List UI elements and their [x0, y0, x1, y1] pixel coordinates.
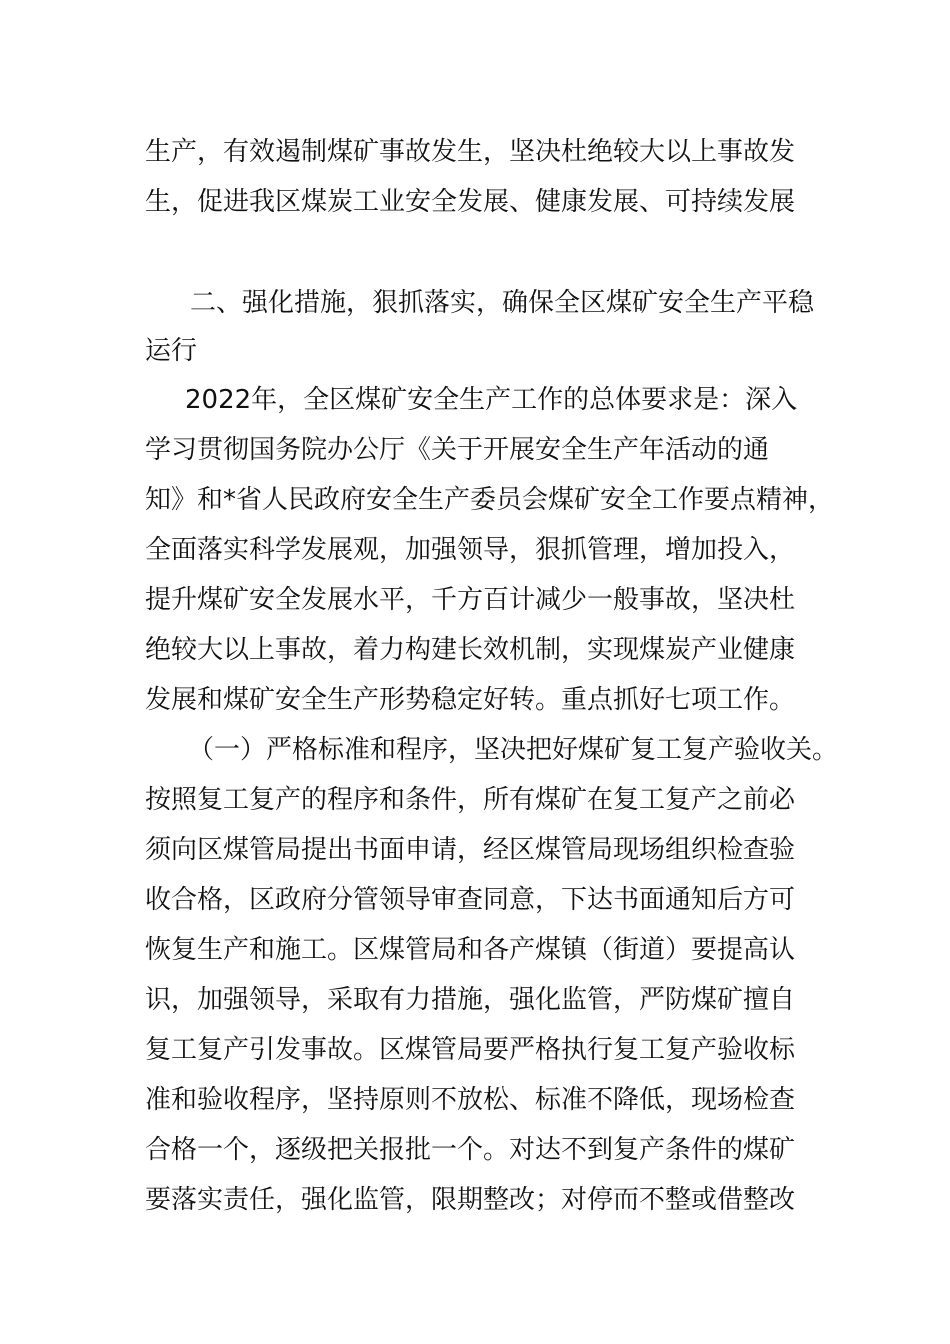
section-heading: 二、强化措施，狠抓落实，确保全区煤矿安全生产平稳: [190, 288, 815, 318]
paragraph-line: 生，促进我区煤炭工业安全发展、健康发展、可持续发展: [145, 187, 796, 217]
paragraph-line: 复工复产引发事故。区煤管局要严格执行复工复产验收标: [145, 1035, 796, 1065]
paragraph-line: 合格一个，逐级把关报批一个。对达不到复产条件的煤矿: [145, 1135, 796, 1165]
paragraph-line: 要落实责任，强化监管，限期整改；对停而不整或借整改: [145, 1185, 796, 1215]
paragraph-line: 知》和*省人民政府安全生产委员会煤矿安全工作要点精神，: [145, 485, 835, 515]
paragraph-line: 学习贯彻国务院办公厅《关于开展安全生产年活动的通: [145, 435, 770, 465]
paragraph-line: 2022年，全区煤矿安全生产工作的总体要求是：深入: [185, 385, 798, 415]
paragraph-line: 发展和煤矿安全生产形势稳定好转。重点抓好七项工作。: [145, 685, 796, 715]
paragraph-line: 全面落实科学发展观，加强领导，狠抓管理，增加投入，: [145, 535, 796, 565]
paragraph-line: 收合格，区政府分管领导审查同意，下达书面通知后方可: [145, 885, 796, 915]
section-heading-continued: 运行: [145, 336, 198, 366]
paragraph-line: 按照复工复产的程序和条件，所有煤矿在复工复产之前必: [145, 785, 796, 815]
paragraph-line: 准和验收程序，坚持原则不放松、标准不降低，现场检查: [145, 1085, 796, 1115]
paragraph-line: 须向区煤管局提出书面申请，经区煤管局现场组织检查验: [145, 835, 796, 865]
paragraph-line: 绝较大以上事故，着力构建长效机制，实现煤炭产业健康: [145, 635, 796, 665]
paragraph-line: 识，加强领导，采取有力措施，强化监管，严防煤矿擅自: [145, 985, 796, 1015]
paragraph-line: 提升煤矿安全发展水平，千方百计减少一般事故，坚决杜: [145, 585, 796, 615]
paragraph-line: 生产，有效遏制煤矿事故发生，坚决杜绝较大以上事故发: [145, 137, 796, 167]
subsection-heading: （一）严格标准和程序，坚决把好煤矿复工复产验收关。: [188, 735, 839, 765]
paragraph-line: 恢复生产和施工。区煤管局和各产煤镇（街道）要提高认: [145, 935, 796, 965]
